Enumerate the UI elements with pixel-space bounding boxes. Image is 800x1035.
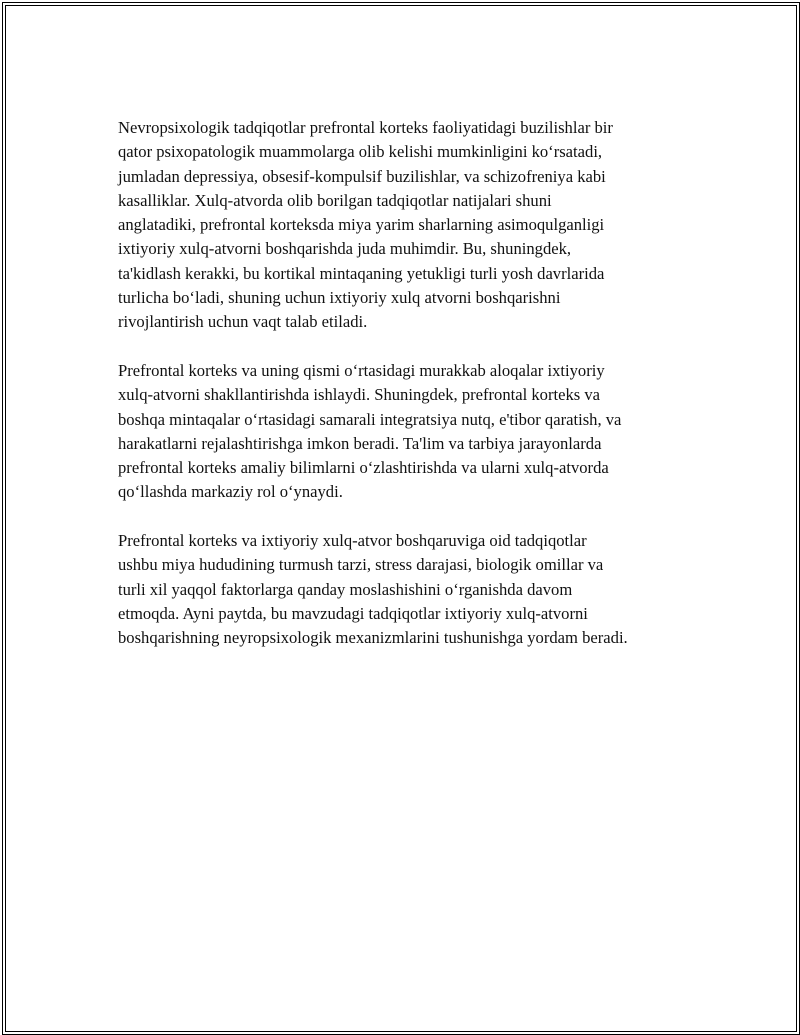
document-body: [118, 116, 688, 675]
paragraph-1: Nevropsixologik tadqiqotlar prefrontal korteks faoliyatidagi buzilishlar bir qator psixopatologik muammolarga olib kelishi mumkinligini ko‘rsatadi, jumladan depressiya, obsesif-kompulsif buzilishlar, va schizofreniya kabi kasalliklar. Xulq-atvorda olib borilgan tadqiqotlar natijalari shuni anglatadiki, prefrontal korteksda miya yarim sharlarning asimoqulganligi ixtiyoriy xulq-atvorni boshqarishda juda muhimdir. Bu, shuningdek, ta'kidlash kerakki, bu kortikal mintaqaning yetukligi turli yosh davrlarida turlicha bo‘ladi, shuning uchun ixtiyoriy xulq atvorni boshqarishni rivojlantirish uchun vaqt talab etiladi.: [118, 118, 613, 332]
paragraph-3: Prefrontal korteks va ixtiyoriy xulq-atvor boshqaruviga oid tadqiqotlar ushbu miya hududining turmush tarzi, stress darajasi, biologik omillar va turli xil yaqqol faktorlarga qanday moslashishini o‘rganishda davom etmoqda. Ayni paytda, bu mavzudagi tadqiqotlar ixtiyoriy xulq-atvorni boshqarishning neyropsixologik mexanizmlarini tushunishga yordam beradi.: [118, 531, 628, 648]
paragraph-2: Prefrontal korteks va uning qismi o‘rtasidagi murakkab aloqalar ixtiyoriy xulq-atvorni shakllantirishda ishlaydi. Shuningdek, prefrontal korteks va boshqa mintaqalar o‘rtasidagi samarali integratsiya nutq, e'tibor qaratish, va harakatlarni rejalashtirishga imkon beradi. Ta'lim va tarbiya jarayonlarda prefrontal korteks amaliy bilimlarni o‘zlashtirishda va ularni xulq-atvorda qo‘llashda markaziy rol o‘ynaydi.: [118, 360, 622, 502]
